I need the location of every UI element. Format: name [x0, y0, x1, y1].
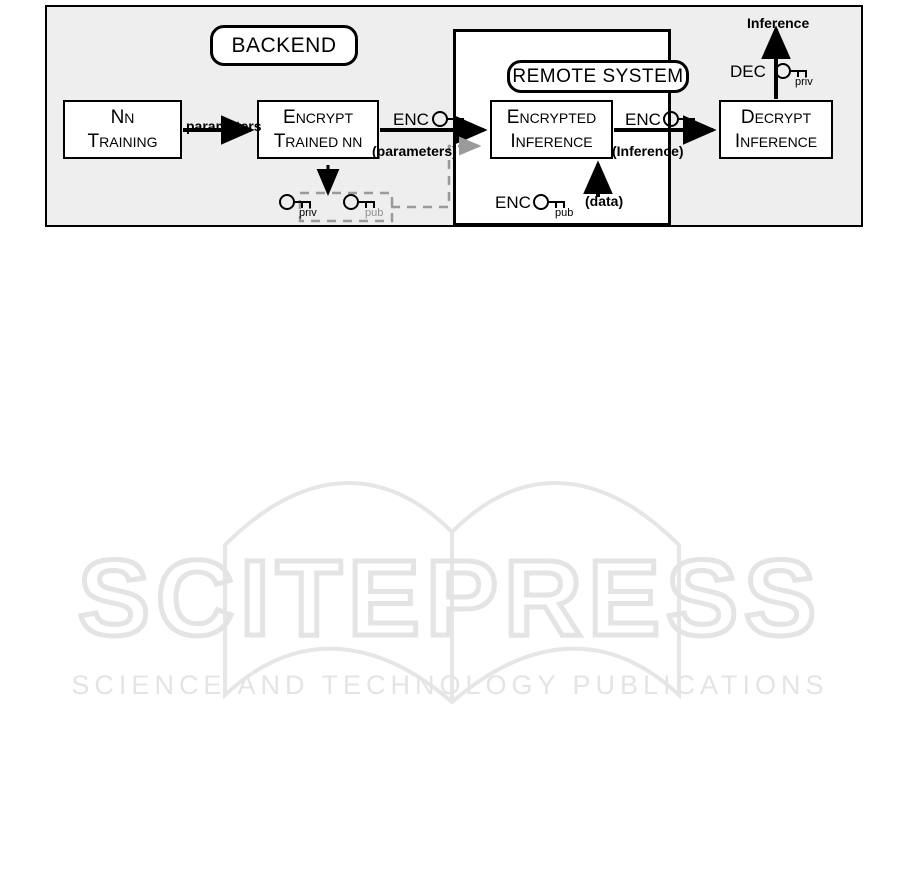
diagram-figure: [45, 5, 863, 227]
key-enc-parameters-pub-caption: pub: [454, 124, 473, 136]
key-enc-data-pub-icon: [533, 193, 579, 219]
box-encrypted-inference: [490, 100, 613, 159]
box-nn-training-line1: NN: [110, 107, 135, 129]
box-encrypted-inference-line1: ENCRYPTED: [506, 107, 597, 129]
label-enc-parameters-arg: (parameters): [372, 143, 457, 159]
backend-label-text: BACKEND: [231, 33, 337, 57]
label-enc-data: ENC: [495, 193, 531, 212]
key-backend-pub-caption: pub: [365, 207, 384, 219]
label-enc-inference: ENC: [625, 110, 661, 129]
remote-system-label-text: REMOTE SYSTEM: [512, 65, 684, 87]
remote-system-region-label: [507, 60, 689, 93]
box-encrypt-line1: ENCRYPT: [283, 107, 353, 129]
box-encrypt-line2: TRAINED NN: [273, 130, 363, 152]
backend-region-label: [210, 25, 358, 66]
watermark-title: SCITEPRESS: [77, 537, 823, 658]
label-enc-data-arg: (data): [585, 193, 624, 209]
label-inference-output: Inference: [747, 15, 810, 31]
label-dec: DEC: [730, 62, 766, 81]
key-backend-pub-icon: [343, 193, 389, 219]
box-nn-training-line2: TRAINING: [87, 130, 158, 152]
key-dec-priv-icon: [775, 62, 821, 88]
box-nn-training: [63, 100, 182, 159]
key-enc-parameters-pub-icon: [432, 110, 478, 136]
label-enc-inference-arg: (Inference): [612, 143, 684, 159]
key-enc-inference-pub-icon: [663, 110, 709, 136]
box-decrypt-inference: [719, 100, 833, 159]
label-parameters-flow: parameters: [186, 118, 262, 134]
key-enc-data-pub-caption: pub: [555, 207, 574, 219]
box-decrypt-inference-line1: DECRYPT: [740, 107, 812, 129]
key-enc-inference-pub-caption: pub: [685, 124, 704, 136]
key-dec-priv-caption: priv: [795, 76, 813, 88]
key-backend-priv-caption: priv: [299, 207, 317, 219]
box-decrypt-inference-line2: INFERENCE: [734, 130, 818, 152]
scitepress-watermark: [0, 440, 901, 840]
box-encrypt-trained-nn: [257, 100, 379, 159]
key-backend-priv-icon: [279, 193, 325, 219]
label-enc-parameters: ENC: [393, 110, 429, 129]
box-encrypted-inference-line2: INFERENCE: [510, 130, 593, 152]
watermark-subtitle: SCIENCE AND TECHNOLOGY PUBLICATIONS: [71, 670, 829, 700]
